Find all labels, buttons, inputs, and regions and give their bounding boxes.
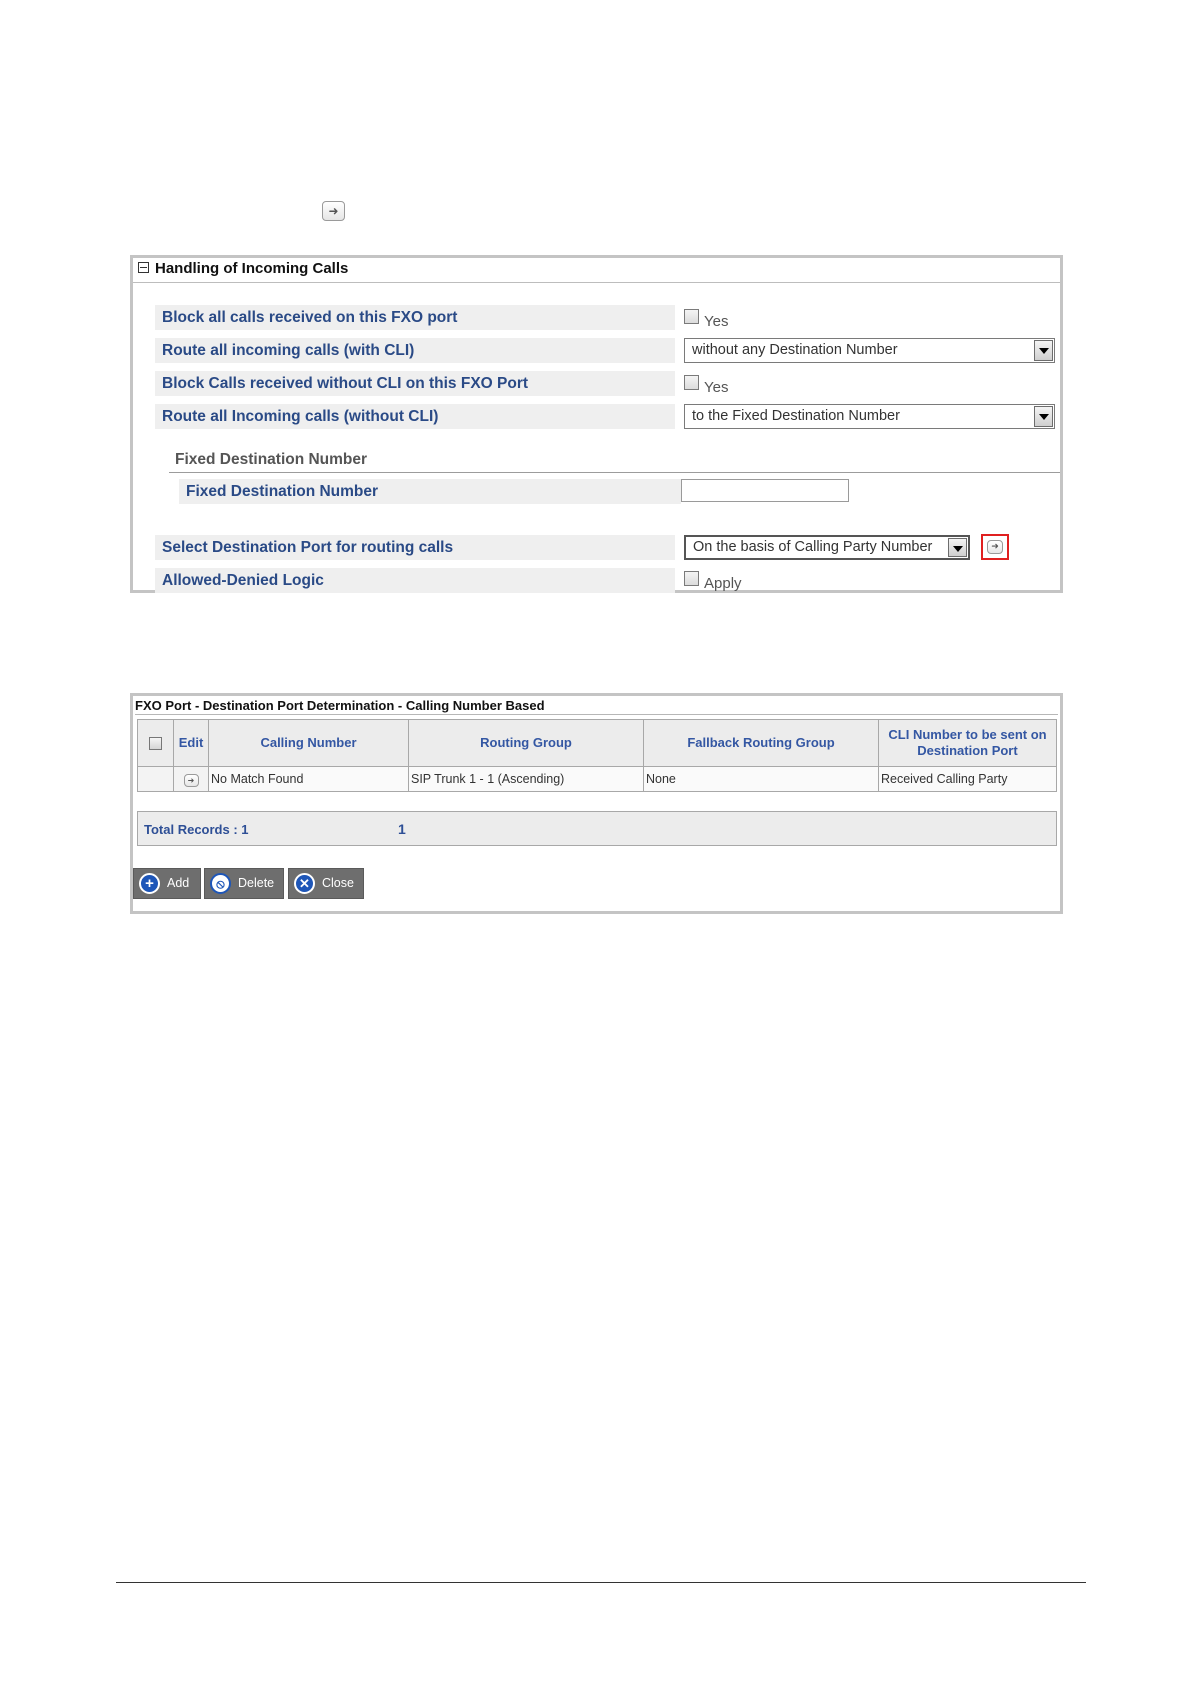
fixed-dest-input[interactable] [681,479,849,502]
col-routing-group: Routing Group [409,720,644,767]
chevron-down-icon[interactable] [1034,406,1053,427]
add-button[interactable] [133,868,201,899]
route-with-cli-value: without any Destination Number [692,342,898,358]
block-all-yes-label: Yes [704,313,729,330]
delete-label: Delete [238,876,275,890]
route-without-cli-select[interactable] [684,404,1055,429]
cli-cell: Received Calling Party [879,767,1057,792]
plus-icon: + [139,873,160,894]
select-all-checkbox[interactable] [149,737,162,750]
edit-arrow-icon[interactable]: ➜ [184,774,199,787]
select-port-value: On the basis of Calling Party Number [693,539,933,555]
panel-title: FXO Port - Destination Port Determination - Calling Number Based [135,698,545,713]
chevron-down-icon[interactable] [1034,340,1053,361]
close-label: Close [322,876,354,890]
row-select-cell [138,767,174,792]
panel-header [133,258,1060,283]
highlight-box [981,534,1009,560]
dest-port-panel [130,693,1063,914]
select-port-select[interactable] [684,535,970,560]
close-button[interactable] [288,868,364,899]
total-records-bar [137,811,1057,846]
calling-number-cell: No Match Found [209,767,409,792]
panel-title: Handling of Incoming Calls [155,260,349,277]
fixed-dest-label: Fixed Destination Number [179,479,681,504]
row-edit-cell[interactable] [174,767,209,792]
block-no-cli-label: Block Calls received without CLI on this FXO Port [155,371,675,396]
route-with-cli-label: Route all incoming calls (with CLI) [155,338,675,363]
total-records-label: Total Records : 1 [144,822,249,837]
incoming-calls-panel [130,255,1063,593]
route-with-cli-select[interactable] [684,338,1055,363]
route-without-cli-value: to the Fixed Destination Number [692,408,900,424]
total-records-value: 1 [398,821,406,837]
fixed-destination-section-title: Fixed Destination Number [175,451,368,468]
arrow-right-icon: ➜ [322,201,345,221]
section-divider [169,472,1060,473]
chevron-down-icon[interactable] [948,538,967,557]
allowed-denied-apply-label: Apply [704,575,742,592]
add-label: Add [167,876,190,890]
col-edit: Edit [174,720,209,767]
arrow-right-icon[interactable]: ➜ [987,540,1003,554]
footer-divider [116,1582,1086,1583]
fallback-cell: None [644,767,879,792]
allowed-denied-label: Allowed-Denied Logic [155,568,675,593]
delete-button[interactable] [204,868,284,899]
col-calling-number: Calling Number [209,720,409,767]
col-fallback-routing-group: Fallback Routing Group [644,720,879,767]
dest-port-table [137,719,1057,792]
table-row[interactable] [138,767,1057,792]
close-icon: ✕ [294,873,315,894]
collapse-icon[interactable] [138,262,149,273]
prohibit-icon: ⦸ [210,873,231,894]
block-all-checkbox[interactable] [684,309,699,324]
col-cli-number: CLI Number to be sent on Destination Port [879,720,1057,767]
block-no-cli-checkbox[interactable] [684,375,699,390]
select-all-header[interactable] [138,720,174,767]
table-header-row [138,720,1057,767]
block-no-cli-yes-label: Yes [704,379,729,396]
select-port-label: Select Destination Port for routing calls [155,535,675,560]
title-divider [135,714,1058,715]
route-without-cli-label: Route all Incoming calls (without CLI) [155,404,675,429]
block-all-label: Block all calls received on this FXO port [155,305,675,330]
allowed-denied-checkbox[interactable] [684,571,699,586]
routing-group-cell: SIP Trunk 1 - 1 (Ascending) [409,767,644,792]
